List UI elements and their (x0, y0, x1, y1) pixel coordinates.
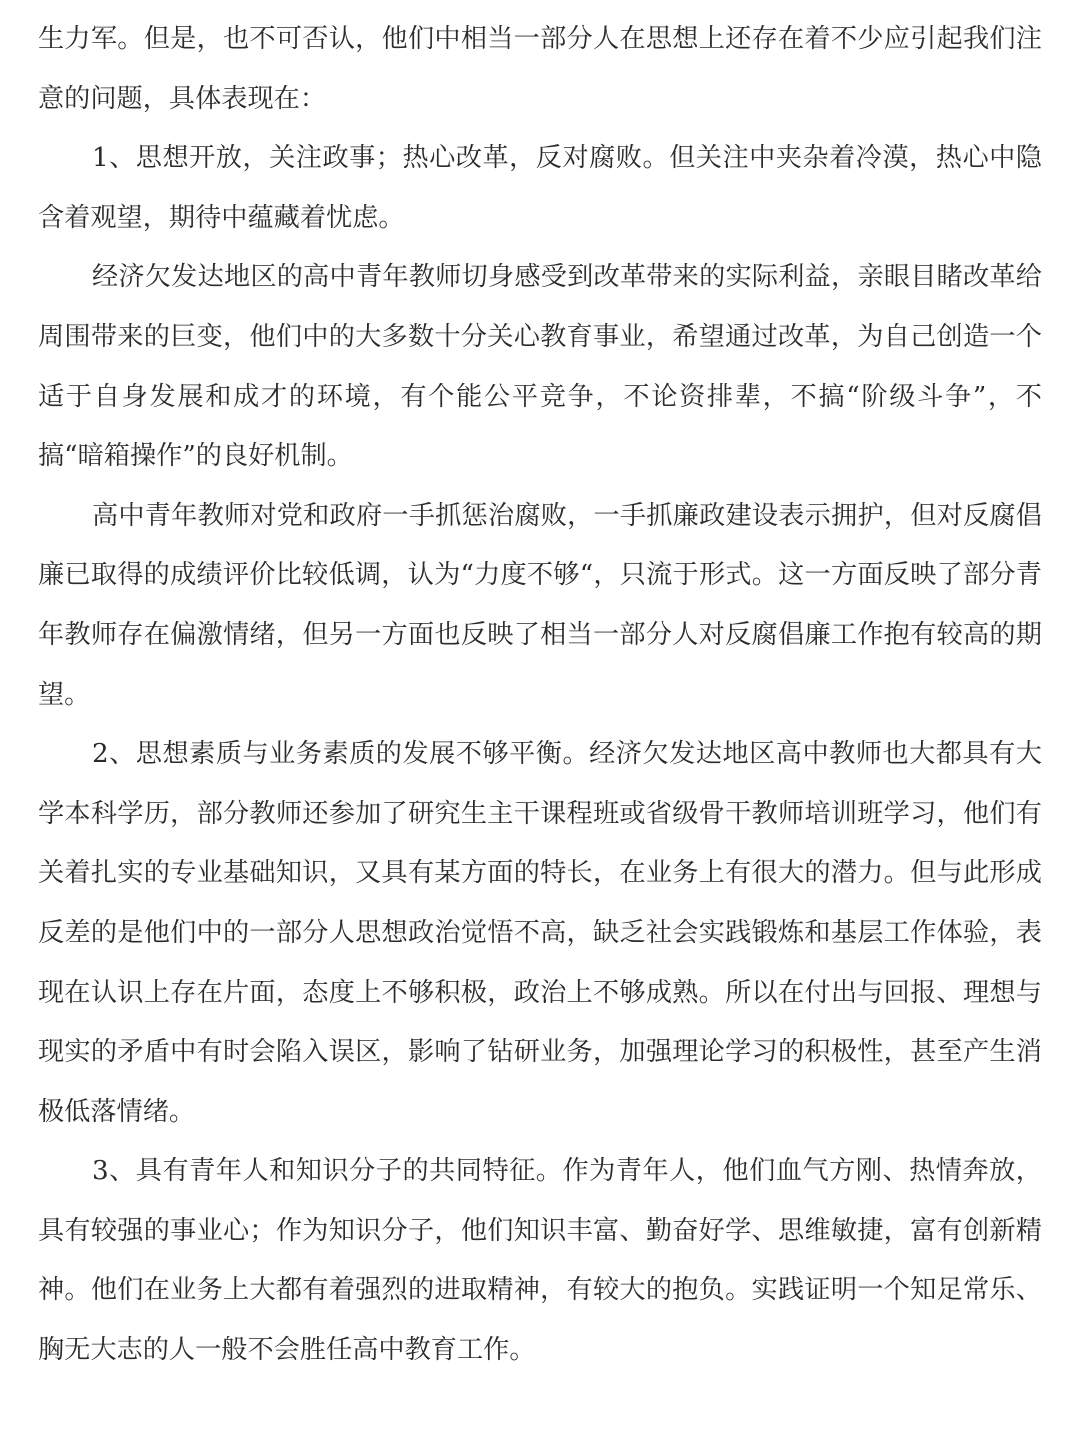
paragraph-anti-corruption: 高中青年教师对党和政府一手抓惩治腐败，一手抓廉政建设表示拥护，但对反腐倡廉已取得的成绩评价比较低调，认为“力度不够“，只流于形式。这一方面反映了部分青年教师存在偏激情绪，但另一方面也反映了相当一部分人对反腐倡廉工作抱有较高的期望。 (38, 500, 1042, 710)
paragraph-reform-benefits: 经济欠发达地区的高中青年教师切身感受到改革带来的实际利益，亲眼目睹改革给周围带来的巨变，他们中的大多数十分关心教育事业，希望通过改革，为自己创造一个适于自身发展和成才的环境，有个能公平竞争，不论资排辈，不搞“阶级斗争”，不搞“暗箱操作”的良好机制。 (38, 262, 1042, 472)
paragraph-point-2: 2、思想素质与业务素质的发展不够平衡。经济欠发达地区高中教师也大都具有大学本科学历，部分教师还参加了研究生主干课程班或省级骨干教师培训班学习，他们有关着扎实的专业基础知识，又具有某方面的特长，在业务上有很大的潜力。但与此形成反差的是他们中的一部分人思想政治觉悟不高，缺乏社会实践锻炼和基层工作体验，表现在认识上存在片面，态度上不够积极，政治上不够成熟。所以在付出与回报、理想与现实的矛盾中有时会陷入误区，影响了钻研业务，加强理论学习的积极性，甚至产生消极低落情绪。 (38, 739, 1042, 1127)
paragraph-point-1: 1、思想开放，关注政事；热心改革，反对腐败。但关注中夹杂着冷漠，热心中隐含着观望，期待中蕴藏着忧虑。 (38, 143, 1042, 233)
paragraph-intro: 生力军。但是，也不可否认，他们中相当一部分人在思想上还存在着不少应引起我们注意的问题，具体表现在： (38, 24, 1042, 114)
paragraph-point-3: 3、具有青年人和知识分子的共同特征。作为青年人，他们血气方刚、热情奔放，具有较强的事业心；作为知识分子，他们知识丰富、勤奋好学、思维敏捷，富有创新精神。他们在业务上大都有着强烈的进取精神，有较大的抱负。实践证明一个知足常乐、胸无大志的人一般不会胜任高中教育工作。 (38, 1156, 1042, 1366)
document-body (38, 10, 1042, 1381)
